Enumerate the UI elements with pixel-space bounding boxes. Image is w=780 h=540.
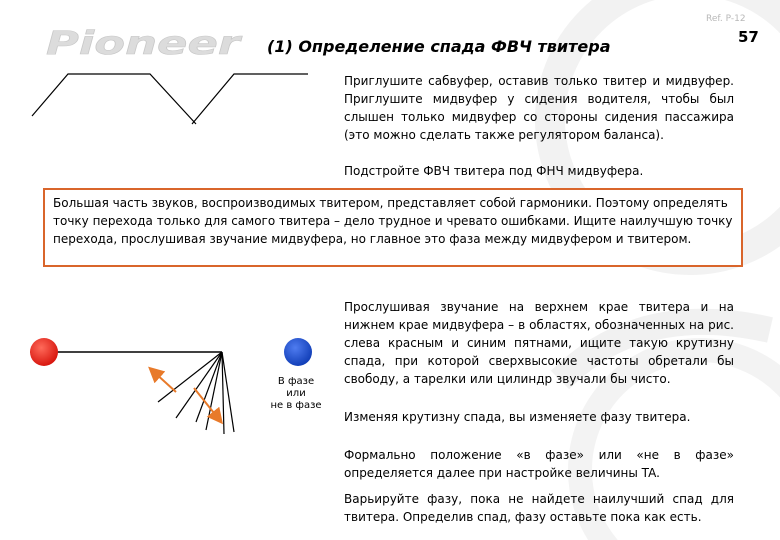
body-paragraph-5: Формально положение «в фазе» или «не в фазе» определяется далее при настройке величины TA.: [344, 448, 734, 480]
intro-paragraph-1: Приглушите сабвуфер, оставив только твитер и мидвуфер. Приглушите мидвуфер у сидения водителя, чтобы был слышен только мидвуфер со стороны сидения пассажира (это можно сделать также регулятором баланса).: [344, 74, 734, 142]
pioneer-logo: [44, 27, 244, 59]
arrow-down: [194, 388, 218, 418]
red-dot: [30, 338, 58, 366]
reference-label: Ref. P-12: [706, 14, 746, 24]
body-paragraph-4: Изменяя крутизну спада, вы изменяете фазу твитера.: [344, 410, 691, 424]
phase-diagram: [26, 322, 328, 440]
logo-text: Pioneer: [46, 27, 244, 59]
page-title: (1) Определение спада ФВЧ твитера: [267, 37, 611, 56]
arrow-up: [154, 372, 176, 392]
phase-label-line2: или: [286, 388, 306, 399]
phase-label-line3: не в фазе: [270, 400, 322, 411]
body-paragraph-6: Варьируйте фазу, пока не найдете наилучший спад для твитера. Определив спад, фазу оставьте пока как есть.: [344, 492, 734, 524]
note-box: [43, 188, 743, 267]
blue-dot: [284, 338, 312, 366]
lpf-slope-line: [32, 74, 196, 124]
slope-lines: [158, 352, 234, 434]
hpf-slope-line: [192, 74, 308, 124]
intro-paragraph-2: Подстройте ФВЧ твитера под ФНЧ мидвуфера.: [344, 164, 644, 178]
note-text: Большая часть звуков, воспроизводимых твитером, представляет собой гармоники. Поэтому определять точку перехода только для самого твитера – дело трудное и чревато ошибками. Ищите наилучшую точку перехода, прослушивая звучание мидвуфера, но главное это фаза между мидвуфером и твитером.: [53, 196, 733, 246]
filter-slope-diagram: [28, 66, 318, 128]
phase-label-line1: В фазе: [277, 376, 315, 387]
page-number: 57: [738, 28, 759, 46]
body-paragraph-3: Прослушивая звучание на верхнем крае твитера и на нижнем крае мидвуфера – в областях, обозначенных на рис. слева красным и синим пятнами, ищите такую крутизну спада, при которой сверхвысокие частоты обретали бы свободу, а тарелки или цилиндр звучали бы чисто.: [344, 300, 734, 386]
